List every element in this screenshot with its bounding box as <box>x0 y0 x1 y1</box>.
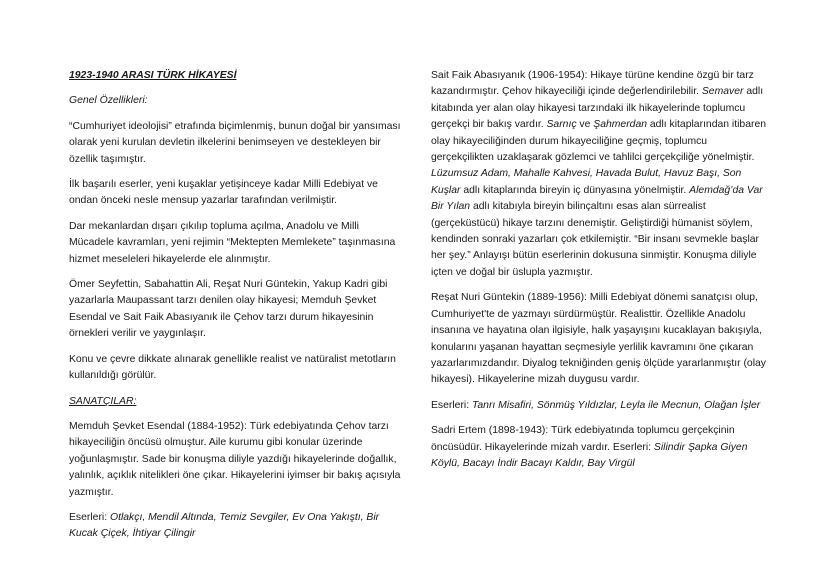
book-title: Sarnıç <box>546 119 577 131</box>
artists-heading: SANATÇILAR: <box>69 395 137 407</box>
works-list: Silindir Şapka Giyen Köylü, Bacayı İndir Bacayı Kaldır, Bay Virgül <box>431 441 748 469</box>
works-list: Otlakçı, Mendil Altında, Temiz Sevgiler, Ev Ona Yakıştı, Bir Kucak Çiçek, İhtiyar Çilingir <box>69 511 380 540</box>
text-run: Sadri Ertem (1898-1943): Türk edebiyatında toplumcu gerçekçinin öncüsüdür. Hikayelerinde mizah vardır. Eserleri: <box>431 425 735 453</box>
works-list: Tanrı Misafiri, Sönmüş Yıldızlar, Leyla ile Mecnun, Olağan İşler <box>472 399 761 411</box>
page-title: 1923-1940 ARASI TÜRK HİKAYESİ <box>69 70 237 81</box>
paragraph-guntekin-works <box>431 398 766 414</box>
text-run: adlı kitaplarından itibaren olay hikayeciliğinden durum hikayeciliğine geçmiş, toplumcu gerçekçilikten uzaklaşarak gözlemci ve tahlilci gerçekçiliğe yönelmiştir. <box>431 119 767 164</box>
paragraph-ideology: “Cumhuriyet ideolojisi” etrafında biçimlenmiş, bunun doğal bir yansıması olarak yeni kurulan devletin ilkelerini benimseyen ve destekleyen bir özellik taşımıştır. <box>69 120 401 165</box>
paragraph-esendal: Memduh Şevket Esendal (1884-1952): Türk edebiyatında Çehov tarzı hikayeciliğin öncüsü olmuştur. Aile kurumu gibi konular üzerinde yoğunlaşmıştır. Sade bir konuşma diliyle yazdığı hikayelerinde doğallık, yalınlık, açıklık nitelikleri öne çıkar. Hikayelerini iyimser bir bakış açısıyla yazmıştır. <box>69 420 401 498</box>
general-features-subtitle: Genel Özellikleri: <box>69 95 148 107</box>
book-title: Semaver <box>701 86 744 98</box>
text-run: adlı kitabıyla bireyin bilinçaltını esas alan sürrealist (gerçeküstücü) hikaye tarzını denemiştir. Geliştirdiği hümanist söylem, kendinden sonraki yazarları çok etkilemiştir. “Bir insanı sevmekle başlar her şey.” Anlayışı bütün eserlerinin dokusuna sinmiştir. Konuşma diliyle içten ve doğal bir üslupla yazmıştır. <box>431 201 760 278</box>
paragraph-sadri-ertem <box>431 423 766 472</box>
left-column <box>69 68 404 552</box>
text-run: Sait Faik Abasıyanık (1906-1954): Hikaye türüne kendine özgü bir tarz kazandırmıştır. Çehov hikayeciliği içinde değerlendirilebilir. <box>431 70 754 98</box>
paragraph-sait-faik <box>431 68 766 281</box>
paragraph-first-works: İlk başarılı eserler, yeni kuşaklar yetişinceye kadar Milli Edebiyat ve ondan önceki nesle mensup yazarlar tarafından verilmiştir. <box>69 179 378 207</box>
paragraph-methods: Konu ve çevre dikkate alınarak genellikle realist ve natüralist metotların kullanıldığı görülür. <box>69 353 396 382</box>
book-title: Lüzumsuz Adam, Mahalle Kahvesi, Havada Bulut, Havuz Başı, Son Kuşlar <box>431 168 742 196</box>
text-run: adlı kitabında yer alan olay hikayesi tarzındaki ilk hikayelerinde toplumcu gerçekçi bir bakış vardır. <box>431 86 764 131</box>
text-run: ve <box>576 119 594 131</box>
paragraph-esendal-works <box>69 510 404 543</box>
paragraph-guntekin: Reşat Nuri Güntekin (1889-1956): Milli Edebiyat dönemi sanatçısı olup, Cumhuriyet'te de yazmayı sürdürmüştür. Realisttir. Özellikle Anadolu insanına ve hayatına olan ilgisiyle, halk yaşayışını kucaklayan bakışıyla, konularını yaşanan hayattan seçmesiyle yerlilik kavramını öne çıkaran yazarlarımızdandır. Diyalog tekniğinden geniş ölçüde yararlanmıştır (olay hikayesi). Hikayelerine mizah duygusu vardır. <box>431 292 766 386</box>
book-title: Alemdağ’da Var Bir Yılan <box>431 184 763 213</box>
right-column <box>431 68 766 481</box>
paragraph-themes: Dar mekanlardan dışarı çıkılıp topluma açılma, Anadolu ve Milli Mücadele kavramları, yeni rejimin “Mektepten Memlekete” taşınmasına hizmet meseleleri hikayelerde ele alınmıştır. <box>69 220 396 265</box>
works-label: Eserleri: <box>431 399 472 411</box>
paragraph-writers: Ömer Seyfettin, Sabahattin Ali, Reşat Nuri Güntekin, Yakup Kadri gibi yazarlarla Maupassant tarzı denilen olay hikayesi; Memduh Şevket Esendal ve Sait Faik Abasıyanık ile Çehov tarzı durum hikayesinin örnekleri verilir ve yaygınlaşır. <box>69 279 388 340</box>
text-run: adlı kitaplarında bireyin iç dünyasına yönelmiştir. <box>460 184 690 196</box>
book-title: Şahmerdan <box>593 119 648 131</box>
works-label: Eserleri: <box>69 511 110 523</box>
